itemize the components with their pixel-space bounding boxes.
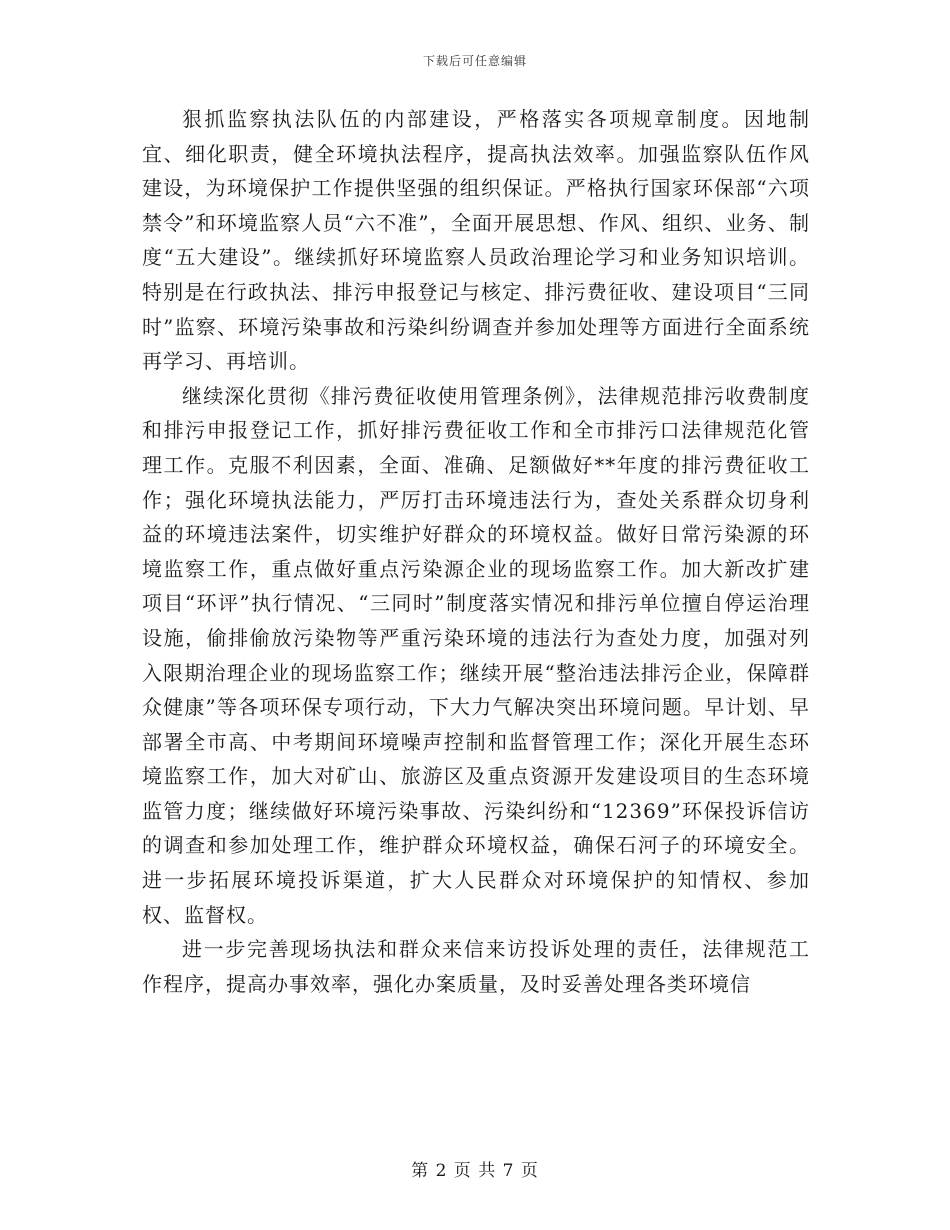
page-header-note: 下载后可任意编辑: [422, 54, 527, 68]
paragraph-2: 继续深化贯彻《排污费征收使用管理条例》，法律规范排污收费制度和排污申报登记工作，抓好排污费征收工作和全市排污口法律规范化管理工作。克服不利因素，全面、准确、足额做好**年度的排污费征收工作；强化环境执法能力，严厉打击环境违法行为，查处关系群众切身利益的环境违法案件，切实维护好群众的环境权益。做好日常污染源的环境监察工作，重点做好重点污染源企业的现场监察工作。加大新改扩建项目“环评”执行情况、“三同时”制度落实情况和排污单位擅自停运治理设施，偷排偷放污染物等严重污染环境的违法行为查处力度，加强对列入限期治理企业的现场监察工作；继续开展“整治违法排污企业，保障群众健康”等各项环保专项行动，下大力气解决突出环境问题。早计划、早部署全市高、中考期间环境噪声控制和监督管理工作；深化开展生态环境监察工作，加大对矿山、旅游区及重点资源开发建设项目的生态环境监管力度；继续做好环境污染事故、污染纠纷和“12369”环保投诉信访的调查和参加处理工作，维护群众环境权益，确保石河子的环境安全。进一步拓展环境投诉渠道，扩大人民群众对环境保护的知情权、参加权、监督权。: [142, 383, 810, 927]
document-body: [142, 102, 810, 1001]
paragraph-1: 狠抓监察执法队伍的内部建设，严格落实各项规章制度。因地制宜、细化职责，健全环境执法程序，提高执法效率。加强监察队伍作风建设，为环境保护工作提供坚强的组织保证。严格执行国家环保部“六项禁令”和环境监察人员“六不准”，全面开展思想、作风、组织、业务、制度“五大建设”。继续抓好环境监察人员政治理论学习和业务知识培训。特别是在行政执法、排污申报登记与核定、排污费征收、建设项目“三同时”监察、环境污染事故和污染纠纷调查并参加处理等方面进行全面系统再学习、再培训。: [142, 107, 810, 374]
page-number: 第 2 页 共 7 页: [411, 1161, 539, 1181]
paragraph-3: 进一步完善现场执法和群众来信来访投诉处理的责任，法律规范工作程序，提高办事效率，强化办案质量，及时妥善处理各类环境信: [142, 937, 810, 996]
